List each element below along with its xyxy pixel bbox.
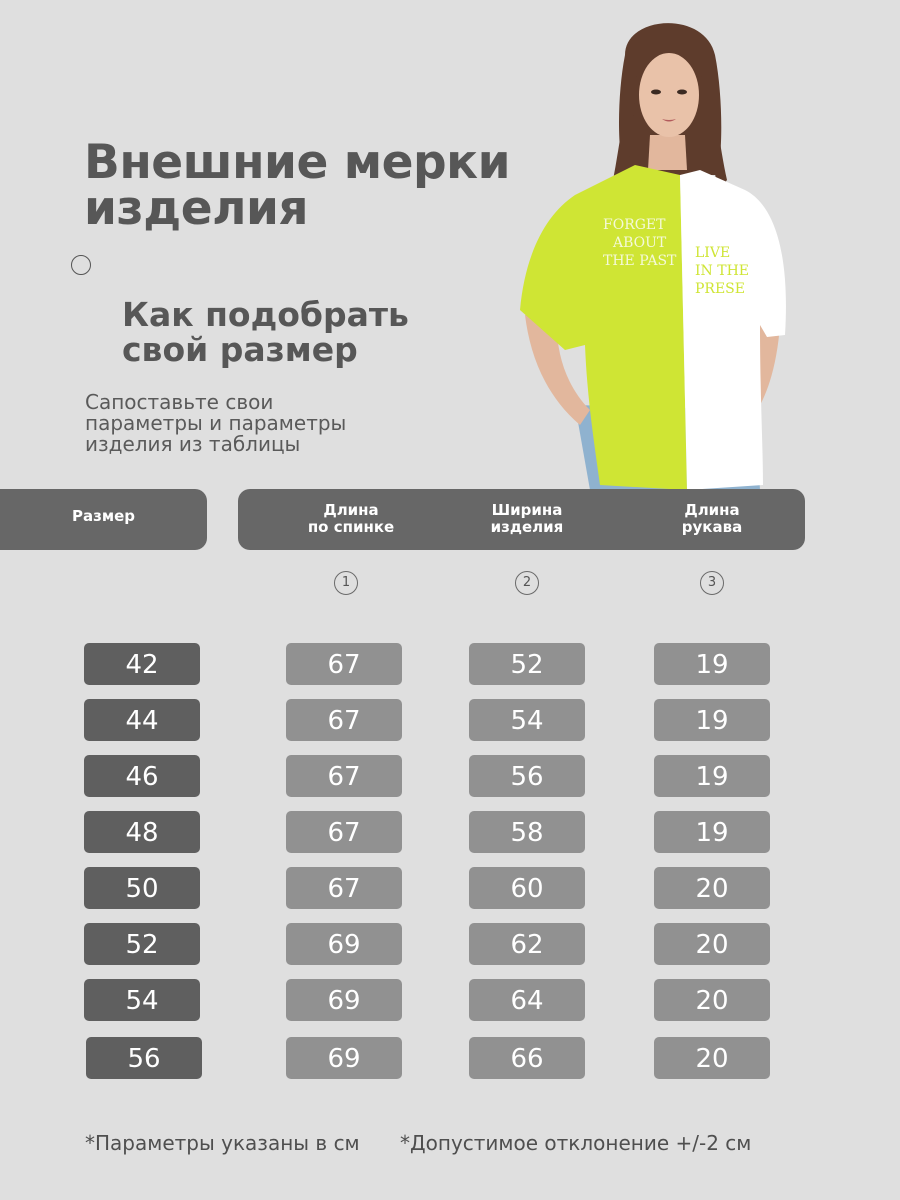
width-header-line1: Ширина [491,501,563,519]
subtitle-line1: Как подобрать [122,295,409,334]
sleeve-cell: 19 [654,643,770,685]
width-cell: 56 [469,755,585,797]
instructions-text [85,392,346,455]
back-length-cell: 67 [286,643,402,685]
size-cell: 50 [84,867,200,909]
instructions-line1: Сапоставьте свои [85,390,274,414]
back-length-column-header [291,502,411,536]
width-column-header [467,502,587,536]
size-cell: 52 [84,923,200,965]
footnote-units: *Параметры указаны в см [85,1131,360,1155]
size-column-header: Размер [71,507,135,525]
width-cell: 62 [469,923,585,965]
instructions-line2: параметры и параметры [85,411,347,435]
footnote-tolerance: *Допустимое отклонение +/-2 см [400,1131,752,1155]
back-length-cell: 69 [286,923,402,965]
sleeve-cell: 20 [654,923,770,965]
marker-1-icon: 1 [334,571,358,595]
size-cell: 44 [84,699,200,741]
back-length-header-line2: по спинке [307,518,395,536]
width-header-line2: изделия [490,518,564,536]
sleeve-header-line2: рукава [681,518,743,536]
page-title [84,135,511,236]
page-title-line2: изделия [84,181,309,236]
back-length-cell: 67 [286,755,402,797]
back-length-cell: 67 [286,699,402,741]
subtitle-line2: свой размер [122,330,358,369]
shirt-print-left-3: THE PAST [603,253,677,269]
size-cell: 42 [84,643,200,685]
size-cell: 46 [84,755,200,797]
shirt-print-left-2: ABOUT [613,235,667,251]
page-title-line1: Внешние мерки [84,135,511,190]
width-cell: 58 [469,811,585,853]
shirt-print-right-1: LIVE [695,245,731,261]
instructions-line3: изделия из таблицы [85,432,301,456]
marker-3-icon: 3 [700,571,724,595]
circle-decoration-icon [71,255,91,275]
size-cell: 48 [84,811,200,853]
marker-2-icon: 2 [515,571,539,595]
back-length-cell: 69 [286,1037,402,1079]
shirt-print-left-1: FORGET [603,217,666,233]
back-length-cell: 69 [286,979,402,1021]
back-length-header-line1: Длина [323,501,379,519]
width-cell: 60 [469,867,585,909]
sleeve-cell: 19 [654,699,770,741]
sleeve-cell: 19 [654,755,770,797]
back-length-cell: 67 [286,811,402,853]
width-cell: 66 [469,1037,585,1079]
width-cell: 52 [469,643,585,685]
width-cell: 54 [469,699,585,741]
size-cell: 56 [86,1037,202,1079]
sleeve-cell: 20 [654,867,770,909]
width-cell: 64 [469,979,585,1021]
shirt-print-right-3: PRESE [695,281,745,297]
model-photo [505,15,805,490]
shirt-print-right-2: IN THE [695,263,749,279]
back-length-cell: 67 [286,867,402,909]
sleeve-cell: 20 [654,979,770,1021]
sleeve-cell: 19 [654,811,770,853]
sleeve-header-line1: Длина [684,501,740,519]
sleeve-length-column-header [652,502,772,536]
sleeve-cell: 20 [654,1037,770,1079]
section-subtitle [122,297,409,367]
size-cell: 54 [84,979,200,1021]
